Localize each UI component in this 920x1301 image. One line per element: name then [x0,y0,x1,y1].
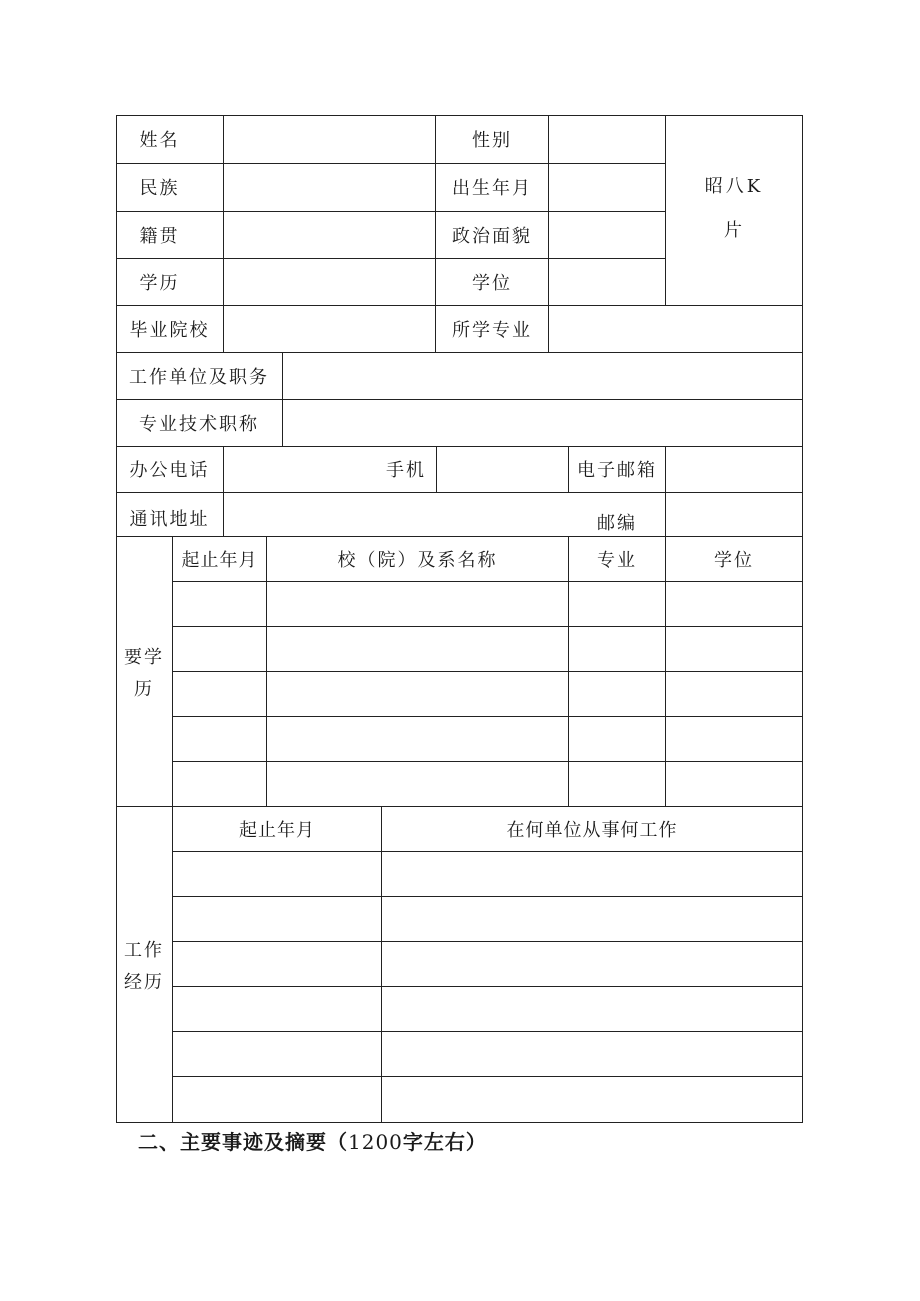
ethnicity-field[interactable] [224,164,435,211]
edu-major-field[interactable] [569,582,665,626]
professional-title-field[interactable] [283,400,802,446]
photo-label-line1: 昭八K [704,176,764,197]
section-heading [138,1126,487,1155]
work-description-field[interactable] [382,897,802,941]
side-label-line: 经历 [124,972,164,993]
major-field[interactable] [549,306,802,352]
email-field[interactable] [666,447,802,492]
heading-suffix: 字左右） [402,1130,487,1154]
edu-school-field[interactable] [267,582,568,626]
gender-label: 性别 [472,130,512,151]
edu-degree-field[interactable] [666,582,802,626]
edu-school-field[interactable] [267,672,568,716]
edu-col-major: 专业 [597,549,637,571]
edu-major-field[interactable] [569,717,665,761]
work-history-side-label [116,935,172,999]
gender-field[interactable] [549,116,665,163]
work-period-field[interactable] [173,897,381,941]
postcode-label: 邮编 [597,513,637,534]
name-field[interactable] [224,116,435,163]
edu-period-field[interactable] [173,762,266,806]
application-form-table [116,115,803,1123]
edu-degree-field[interactable] [666,762,802,806]
table-border-right [802,115,803,1123]
edu-major-field[interactable] [569,627,665,671]
work-period-field[interactable] [173,1032,381,1076]
work-period-field[interactable] [173,1077,381,1122]
work-col-description: 在何单位从事何工作 [506,819,678,841]
mobile-label: 手机 [386,460,426,481]
side-label-line: 要学 [124,647,164,668]
work-description-field[interactable] [382,987,802,1031]
work-period-field[interactable] [173,987,381,1031]
heading-prefix: 二、主要事迹及摘要（ [138,1130,348,1154]
degree-field[interactable] [549,259,665,305]
photo-label-line2: 片 [724,220,744,241]
education-field[interactable] [224,259,435,305]
office-phone-label: 办公电话 [129,460,210,481]
edu-col-degree: 学位 [714,549,754,571]
work-period-field[interactable] [173,942,381,986]
work-description-field[interactable] [382,942,802,986]
edu-period-field[interactable] [173,672,266,716]
photo-box[interactable] [666,116,802,305]
postcode-field[interactable] [666,493,802,536]
major-label: 所学专业 [452,319,532,341]
table-border-bottom [116,1122,803,1123]
name-label: 姓名 [139,130,180,151]
education-history-side-label [116,642,172,706]
education-label: 学历 [139,272,180,294]
political-status-label: 政治面貌 [452,225,532,247]
mobile-field[interactable] [437,447,568,492]
degree-label: 学位 [472,272,512,294]
workplace-label: 工作单位及职务 [129,366,269,388]
school-field[interactable] [224,306,435,352]
work-description-field[interactable] [382,1032,802,1076]
edu-period-field[interactable] [173,717,266,761]
political-status-field[interactable] [549,212,665,258]
edu-period-field[interactable] [173,627,266,671]
heading-number: 1200 [348,1130,403,1154]
ethnicity-label: 民族 [139,178,180,199]
edu-col-school: 校（院）及系名称 [337,549,498,571]
side-label-line: 工作 [124,940,164,961]
edu-degree-field[interactable] [666,717,802,761]
edu-degree-field[interactable] [666,627,802,671]
edu-degree-field[interactable] [666,672,802,716]
edu-school-field[interactable] [267,762,568,806]
work-description-field[interactable] [382,1077,802,1122]
edu-major-field[interactable] [569,672,665,716]
native-place-field[interactable] [224,212,435,258]
school-label: 毕业院校 [129,319,210,341]
native-place-label: 籍贯 [139,225,180,247]
work-description-field[interactable] [382,852,802,896]
work-col-period: 起止年月 [239,819,315,841]
office-phone-field[interactable] [224,447,384,492]
address-field[interactable] [224,493,568,536]
professional-title-label: 专业技术职称 [139,413,259,435]
side-label-line: 历 [134,679,154,700]
email-label: 电子邮箱 [577,460,657,481]
birth-date-field[interactable] [549,164,665,211]
edu-period-field[interactable] [173,582,266,626]
workplace-field[interactable] [283,353,802,399]
edu-school-field[interactable] [267,717,568,761]
edu-major-field[interactable] [569,762,665,806]
address-label: 通讯地址 [129,509,210,530]
edu-col-period: 起止年月 [181,549,258,571]
birth-date-label: 出生年月 [452,178,532,199]
edu-school-field[interactable] [267,627,568,671]
work-period-field[interactable] [173,852,381,896]
